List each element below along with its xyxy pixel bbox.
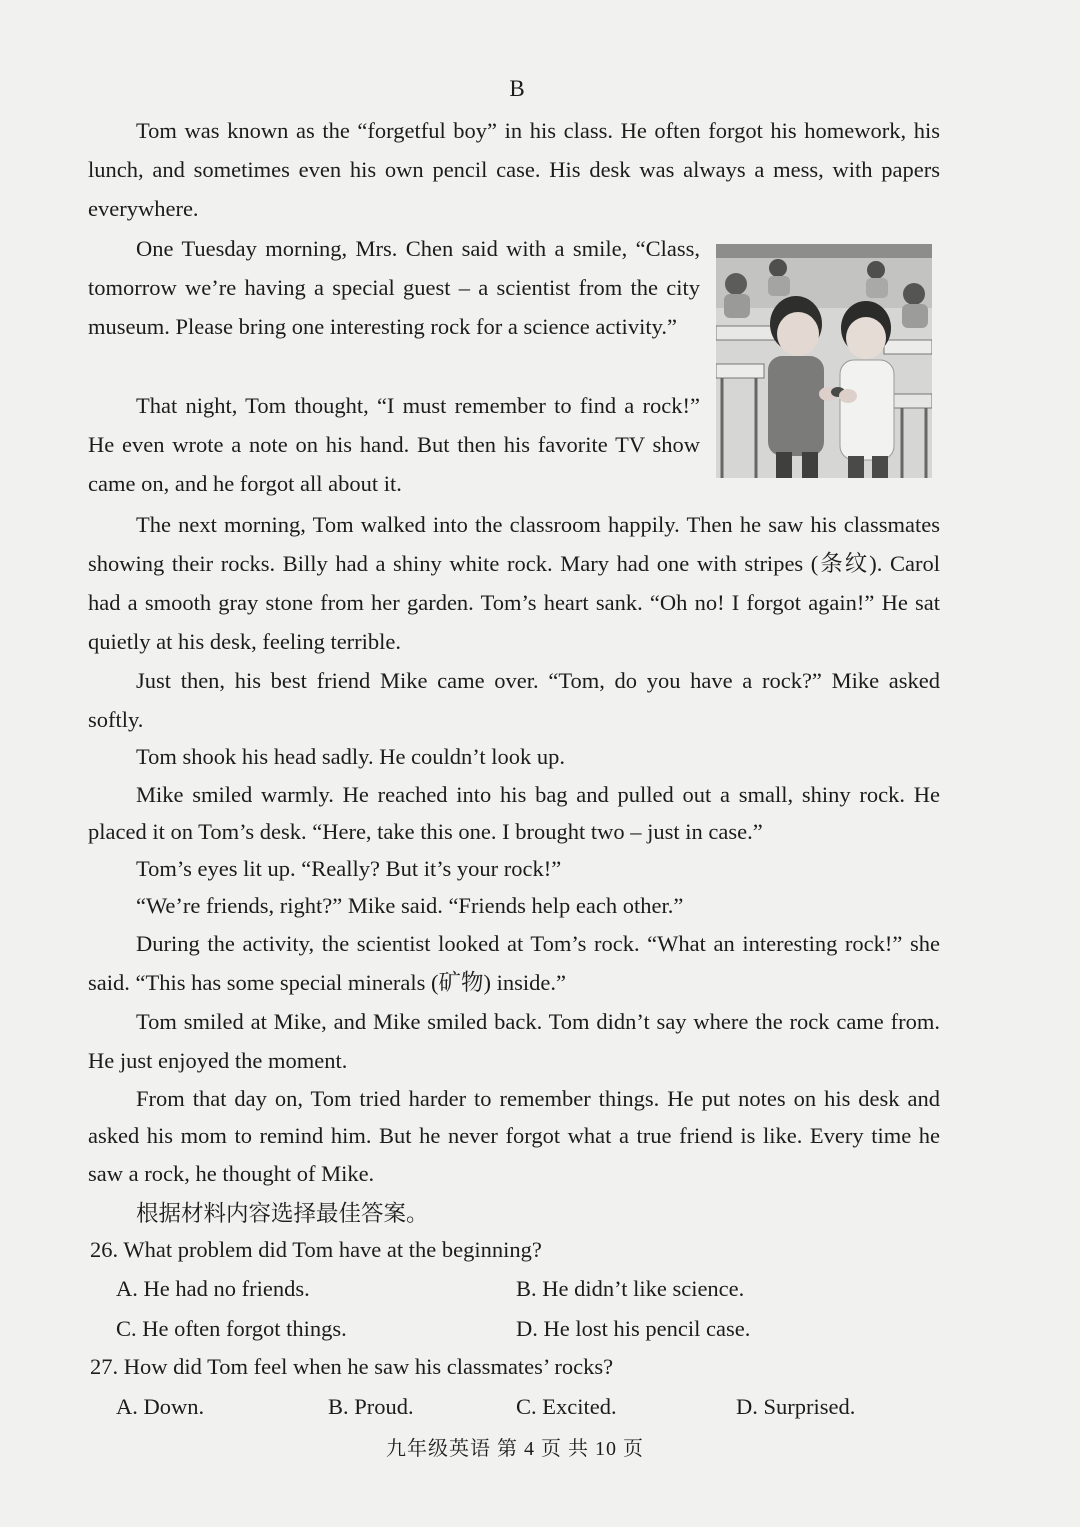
question-26-stem: 26. What problem did Tom have at the beginning? [90,1237,542,1262]
passage-paragraph-7: Mike smiled warmly. He reached into his bag and pulled out a small, shiny rock. He placed it on Tom’s desk. “Here, take this one. I brought two – just in case.” [88,782,940,845]
section-label: B [509,76,525,101]
passage-paragraph-6: Tom shook his head sadly. He couldn’t look up. [136,744,566,769]
passage-paragraph-4: The next morning, Tom walked into the classroom happily. Then he saw his classmates showing their rocks. Billy had a shiny white rock. Mary had one with stripes (条纹). Carol had a smooth gray stone from her garden. Tom’s heart sank. “Oh no! I forgot again!” He sat quietly at his desk, feeling terrible. [88,512,940,654]
question-27-option-a[interactable]: A. Down. [116,1394,205,1419]
question-27-option-b[interactable]: B. Proud. [328,1394,414,1419]
question-27-option-d[interactable]: D. Surprised. [736,1394,856,1419]
question-26-option-d[interactable]: D. He lost his pencil case. [516,1316,751,1341]
question-27-option-c[interactable]: C. Excited. [516,1394,617,1419]
passage-paragraph-11: Tom smiled at Mike, and Mike smiled back. Tom didn’t say where the rock came from. He just enjoyed the moment. [88,1009,940,1073]
passage-paragraph-9: “We’re friends, right?” Mike said. “Friends help each other.” [136,893,684,918]
instruction-text: 根据材料内容选择最佳答案。 [136,1201,429,1226]
page-footer: 九年级英语 第 4 页 共 10 页 [386,1438,644,1460]
question-26-option-b[interactable]: B. He didn’t like science. [516,1276,745,1301]
passage-paragraph-10: During the activity, the scientist looked at Tom’s rock. “What an interesting rock!” she said. “This has some special minerals (矿物) inside.” [88,931,940,995]
question-26-option-a[interactable]: A. He had no friends. [116,1276,310,1301]
passage-paragraph-8: Tom’s eyes lit up. “Really? But it’s your rock!” [136,856,562,881]
classroom-illustration [716,244,932,478]
question-26-option-c[interactable]: C. He often forgot things. [116,1316,347,1341]
passage-paragraph-3: That night, Tom thought, “I must remember to find a rock!” He even wrote a note on his hand. But then his favorite TV show came on, and he forgot all about it. [88,393,700,496]
passage-paragraph-1: Tom was known as the “forgetful boy” in his class. He often forgot his homework, his lunch, and sometimes even his own pencil case. His desk was always a mess, with papers everywhere. [88,118,940,221]
question-27-stem: 27. How did Tom feel when he saw his classmates’ rocks? [90,1354,614,1379]
passage-paragraph-5: Just then, his best friend Mike came over. “Tom, do you have a rock?” Mike asked softly. [88,668,940,732]
passage-paragraph-12: From that day on, Tom tried harder to remember things. He put notes on his desk and asked his mom to remind him. But he never forgot what a true friend is like. Every time he saw a rock, he thought of Mike. [88,1086,940,1186]
passage-paragraph-2: One Tuesday morning, Mrs. Chen said with a smile, “Class, tomorrow we’re having a special guest – a scientist from the city museum. Please bring one interesting rock for a science activity.” [88,236,700,339]
